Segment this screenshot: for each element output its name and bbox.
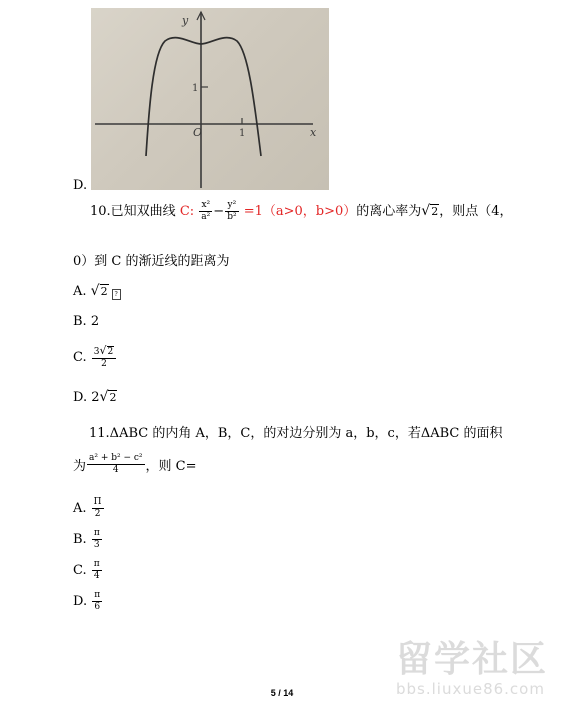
q10-option-a: A. √2 ?	[73, 283, 121, 300]
q10-fraction-y: $\frac{\text{y²}}{\text{b²}}$	[227, 200, 237, 222]
q11-stem-line1: 11.ΔABC 的内角 A，B，C，的对边分别为 a，b，c，若ΔABC 的面积	[89, 426, 503, 441]
x-axis-label: x	[310, 126, 317, 139]
q10-eccentricity: √2	[421, 203, 439, 219]
q10-tail: ，则点（4，	[439, 204, 513, 219]
q10-mid: 的离心率为	[356, 204, 422, 219]
q10-prefix: 10.已知双曲线	[90, 204, 176, 219]
q10-fraction-x: $\frac{\text{x²}}{\text{a²}}$	[201, 200, 211, 222]
q11-stem-line2: 为 $\frac{\text{a² + b² − c²}}{4}$ ，则 C=	[73, 453, 197, 475]
q11-option-c: C. $\frac{\pi}{4}$	[73, 559, 100, 581]
q10-option-c: C. $\frac{3√2}{2}$	[73, 345, 117, 370]
q10-stem-line2: 0）到 C 的渐近线的距离为	[73, 254, 230, 269]
q9-option-d: D.	[73, 178, 88, 193]
q10-minus: −	[213, 204, 225, 219]
watermark-brand: 留学社区	[396, 639, 549, 680]
function-graph-svg	[91, 8, 329, 190]
q10-option-c-fraction: $\frac{3√2}{2}$	[92, 345, 116, 370]
q10-condition: =1（a>0，b>0）	[243, 204, 357, 219]
q10-curve-name: C:	[179, 204, 195, 219]
page-number: 5 / 14	[270, 688, 294, 698]
q11-option-b: B. $\frac{\pi}{3}$	[73, 528, 100, 550]
y-tick-label: 1	[192, 83, 199, 94]
q11-area-fraction: $\frac{\text{a² + b² − c²}}{4}$	[89, 453, 143, 475]
q10-option-b: B. 2	[73, 314, 100, 329]
q11-option-d: D. $\frac{\pi}{6}$	[73, 590, 101, 612]
missing-glyph-icon: ?	[112, 289, 121, 300]
q10-option-a-value: √2	[90, 283, 108, 299]
function-graph-image	[91, 8, 329, 190]
q11-option-a: A. $\frac{\Pi}{2}$	[73, 497, 102, 519]
q10-option-d: D. 2√2	[73, 389, 117, 405]
watermark-url: bbs.liuxue86.com	[396, 680, 545, 698]
origin-label: O	[193, 126, 203, 139]
x-tick-label: 1	[239, 128, 246, 139]
q10-stem-line1	[90, 200, 513, 223]
y-axis-label: y	[182, 14, 189, 27]
